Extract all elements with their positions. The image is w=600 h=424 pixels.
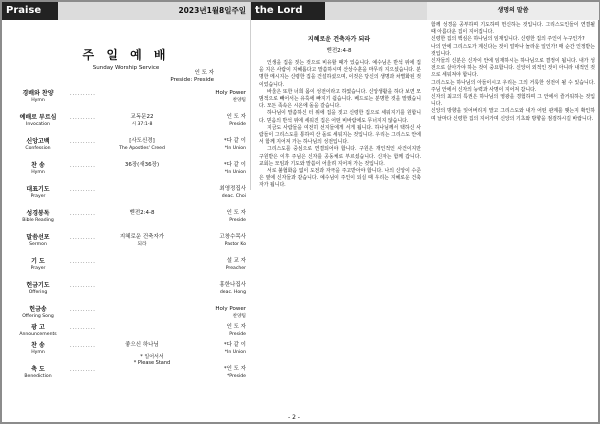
item-leader: 최영정집사 deac. Choi: [219, 186, 246, 199]
item-label: 말씀선포 Sermon: [26, 234, 50, 247]
item-detail: 36장(새36장): [124, 162, 160, 168]
leader-dots: ··········: [70, 140, 96, 146]
item-label: 경배와 찬양 Hymn: [22, 90, 54, 103]
word-paragraph: 신자의 최고의 특권은 하나님의 영광을 경험하며 그 안에서 즐거워하는 것입니다.: [431, 94, 595, 108]
order-row: [6, 186, 246, 208]
top-preside: 인 도 자 Preside: Preside: [170, 70, 214, 83]
word-paragraph: 신령한 집의 핵심은 하나님의 임재입니다. 신령한 집의 주인이 누구인가?: [431, 36, 585, 43]
mid-header-bar: [325, 2, 427, 20]
order-row: [6, 162, 246, 184]
praise-label: Praise: [2, 2, 58, 20]
word-body: [431, 22, 595, 123]
item-detail: 지혜로운 건축자가 되라: [119, 234, 165, 247]
item-detail: [사도신경] The Apostles' Creed: [119, 138, 165, 151]
leader-dots: ··········: [70, 116, 96, 122]
item-leader: 인 도 자 Preside: [226, 324, 246, 337]
item-leader: 고창수목사 Pastor Ko: [219, 234, 246, 247]
sermon-paragraph: 그리스도를 중심으로 연결되어야 합니다. 구원은 개인적인 사건이지만 구원받은 이후 주님은 신자를 공동체로 부르셨습니다. 신자는 함께 갑니다. 교회는 모임과 기도와 말씀이 어울려 지어져 가는 것입니다.: [259, 146, 421, 167]
item-label: 축 도 Benediction: [24, 366, 52, 379]
word-paragraph: 그리스도는 하나님의 아들이시고 우리는 그의 거룩한 성전이 될 수 있습니다. 주님 안에서 신자의 능력과 사명이 지어져 갑니다.: [431, 79, 595, 93]
item-detail: 교독문22 시 37:1-8: [130, 114, 154, 127]
service-subtitle: Sunday Worship Service: [92, 65, 160, 71]
leader-dots: ··········: [70, 344, 96, 350]
order-row: [6, 210, 246, 232]
sermon-reference: 벧전2:4-8: [326, 48, 352, 54]
sermon-paragraph: 바울은 또한 너희 몸이 성전이라고 하였습니다. 신앙생활을 하다 보면 모범적으로 빼어서는 유혹에 빠지기 쉽습니다. 베드로는 분명한 것을 말했습니다. 모든 족속은 시온에 돌을 갈습니다.: [259, 88, 421, 110]
item-leader: *다 같 이 *In Union: [223, 342, 246, 355]
left-header: [2, 2, 250, 20]
stand-note: * 일어서서 * Please Stand: [133, 354, 171, 366]
worship-order-column: [2, 2, 250, 379]
page-number: - 2 -: [288, 414, 300, 421]
sermon-title: 지혜로운 건축자가 되라: [307, 36, 371, 43]
service-date: 2023년1월8일주일: [178, 6, 246, 15]
word-paragraph: 함께 성경을 공부하며 기도하며 헌신하는 것입니다. 그리스도인들이 연결될 때 아름다운 집이 지어집니다.: [431, 22, 595, 36]
item-label: 찬 송 Hymn: [31, 162, 45, 175]
leader-dots: ··········: [70, 188, 96, 194]
leader-dots: ··········: [70, 92, 96, 98]
order-row: [6, 114, 246, 136]
word-paragraph: 나의 안에 그리스도가 계신다는 것이 얼마나 놀라운 일인가! 매 순간 인정받는 것입니다.: [431, 43, 595, 57]
item-label: 헌금송 Offering Song: [22, 306, 54, 319]
the-lord-label: the Lord: [251, 2, 325, 20]
service-title: 주 일 예 배: [82, 48, 170, 62]
leader-dots: ··········: [70, 368, 96, 374]
item-label: 성경봉독 Bible Reading: [22, 210, 54, 223]
sermon-paragraph: 지금도 사람들을 여전히 선지들에게 서게 됩니다. 하나님께서 택하신 사람들이 그리스도를 통하여 산 돌로 세워지는 것입니다. 우리는 그리스도 안에서 함께 지어져 가는 하나님의 성전입니다.: [259, 124, 422, 146]
mid-header: [251, 2, 427, 20]
item-leader: *인 도 자 *Preside: [223, 366, 246, 379]
item-label: 신앙고백 Confession: [25, 138, 51, 151]
item-leader: *다 같 이 *In Union: [223, 138, 246, 151]
sermon-column: [250, 2, 427, 190]
order-row: [6, 138, 246, 160]
item-label: 기 도 Prayer: [30, 258, 46, 271]
item-leader: Holy Power 찬양팀: [215, 90, 246, 103]
sermon-paragraph: 서로 불협화음 없이 도전과 자극을 주고받아야 합니다. 나의 신앙이 수준은 옆에 신자들과 같습니다. 예수님이 주인이 되실 때 우리는 지혜로운 건축자가 됩니다.: [259, 168, 421, 189]
order-row: [6, 258, 246, 280]
sermon-paragraph: 하나님이 말씀하신 터 위에 집을 짓고 신령한 집으로 세워지기를 원합니다. 믿음의 반석 위에 세워진 집은 어떤 비바람에도 무너지지 않습니다.: [259, 110, 421, 124]
order-row: [6, 90, 246, 112]
word-of-life-header: 생명의 말씀: [427, 2, 599, 20]
item-leader: *다 같 이 *In Union: [223, 162, 246, 175]
order-row: [6, 282, 246, 304]
item-label: 광 고 Announcements: [19, 324, 57, 337]
item-leader: Holy Power 찬양팀: [215, 306, 246, 319]
order-row: [6, 366, 246, 388]
item-leader: 설 교 자 Preacher: [225, 258, 246, 271]
item-label: 대표기도 Prayer: [26, 186, 50, 199]
item-leader: 홍한나집사 deac. Hong: [219, 282, 246, 295]
leader-dots: ··········: [70, 284, 96, 290]
word-paragraph: 신앙의 방향을 잊어버리지 말고 그리스도와 내가 어떤 관계를 맺는지 확인하며 날마다 신령한 집의 지어가며 신앙의 기초와 방향을 점검하시길 바랍니다.: [431, 108, 595, 122]
item-detail: 벧전2:4-8: [129, 210, 155, 216]
item-leader: 인 도 자 Preside: [226, 114, 246, 127]
sermon-paragraph: 인생을 집을 짓는 것으로 비유할 때가 있습니다. 예수님은 반석 위에 집을 지은 사람이 지혜롭다고 말씀하시며 산상수훈을 마무리 지으셨습니다. 분명한 메시지는 신령한 집을 건설하셨으며, 이것은 당신의 생명과 차별화된 것이었습니다.: [259, 60, 422, 88]
leader-dots: ··········: [70, 164, 96, 170]
item-detail: 좋으신 하나님: [125, 342, 159, 348]
word-paragraph: 신자들의 신분은 신자이 안에 임재하시는 하나님으로 결정이 됩니다. 내가 성전으로 살아가야 하는 것이 중요합니다. 신앙이 외적인 것이 아니라 내적인 것으로 세워져야 합니다.: [431, 58, 595, 79]
sermon-body: [259, 60, 421, 190]
item-leader: 인 도 자 Preside: [226, 210, 246, 223]
leader-dots: ··········: [70, 326, 96, 332]
item-label: 찬 송 Hymn: [31, 342, 45, 355]
leader-dots: ··········: [70, 212, 96, 218]
leader-dots: ··········: [70, 308, 96, 314]
order-row: [6, 234, 246, 256]
item-label: 예배로 부르심 Invocation: [19, 114, 57, 127]
leader-dots: ··········: [70, 260, 96, 266]
leader-dots: ··········: [70, 236, 96, 242]
bulletin-page: [2, 2, 598, 422]
item-label: 헌금기도 Offering: [26, 282, 50, 295]
